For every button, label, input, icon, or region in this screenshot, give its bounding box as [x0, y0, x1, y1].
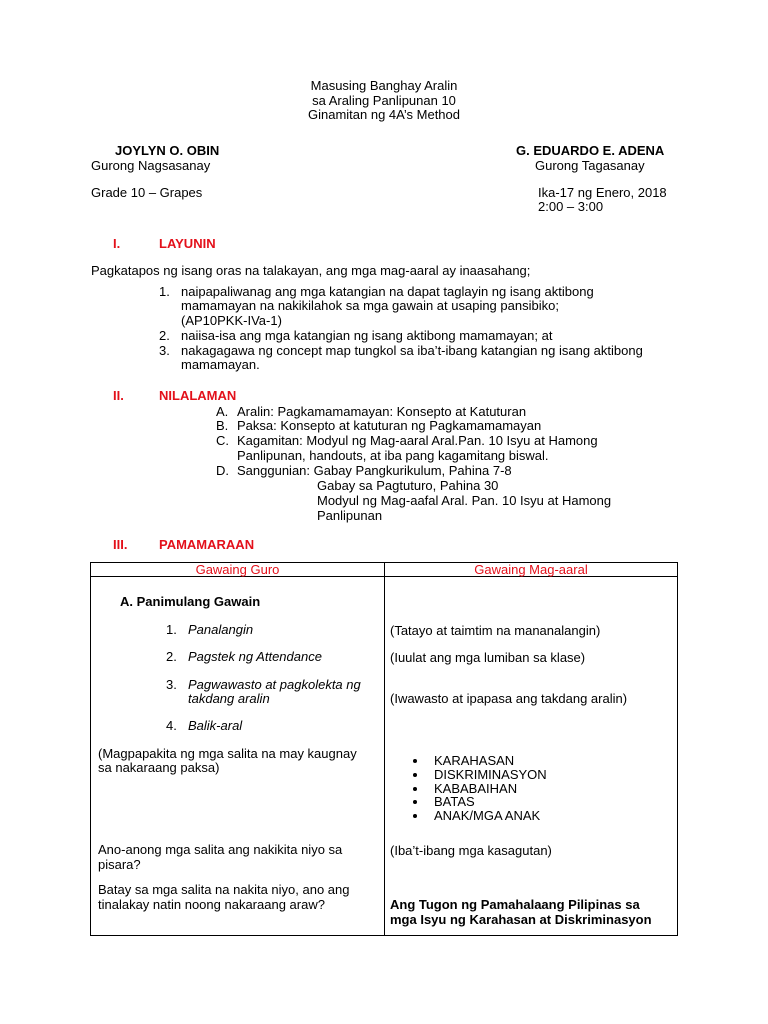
student-response: (Tatayo at taimtim na mananalangin) [390, 623, 601, 638]
teacher-activities-cell [91, 577, 385, 936]
step-label: takdang aralin [188, 691, 270, 706]
objective-line: naiisa-isa ang mga katangian ng isang aktibong mamamayan; at [181, 328, 553, 343]
observer-name: G. EDUARDO E. ADENA [516, 143, 665, 158]
bullet-icon [413, 814, 417, 818]
objective-line: naipapaliwanag ang mga katangian na dapat taglayin ng isang aktibong [181, 284, 594, 299]
step-number: 1. [166, 622, 177, 637]
lesson-time: 2:00 – 3:00 [538, 199, 604, 214]
section-3-title: PAMAMARAAN [159, 537, 255, 552]
student-answer: Ang Tugon ng Pamahalaang Pilipinas sa [390, 897, 640, 912]
content-line: Gabay sa Pagtuturo, Pahina 30 [317, 478, 499, 493]
teacher-note: (Magpapakita ng mga salita na may kaugnay [98, 746, 357, 761]
teacher-note: sa nakaraang paksa) [98, 760, 220, 775]
procedure-table [90, 562, 678, 936]
content-letter: A. [216, 404, 229, 419]
step-number: 4. [166, 718, 177, 733]
bullet-icon [413, 773, 417, 777]
objective-number: 3. [159, 343, 170, 358]
activity-heading: A. Panimulang Gawain [120, 594, 261, 609]
doc-title-line-2: sa Araling Panlipunan 10 [312, 93, 456, 108]
objective-line: nakagagawa ng concept map tungkol sa iba’t-ibang katangian ng isang aktibong [181, 343, 643, 358]
grade-section: Grade 10 – Grapes [91, 185, 203, 200]
bullet-icon [413, 800, 417, 804]
step-label: Pagstek ng Attendance [188, 649, 322, 664]
content-letter: D. [216, 463, 229, 478]
doc-title-line-1: Masusing Banghay Aralin [310, 78, 458, 93]
step-number: 3. [166, 677, 177, 692]
student-response: (Iuulat ang mga lumiban sa klase) [390, 650, 586, 665]
doc-title-line-3: Ginamitan ng 4A’s Method [308, 107, 460, 122]
objective-line: mamamayan na nakikilahok sa mga gawain at usaping pansibiko; [181, 298, 559, 313]
student-response: (Iwawasto at ipapasa ang takdang aralin) [390, 691, 628, 706]
step-label: Panalangin [188, 622, 254, 637]
section-2-title: NILALAMAN [159, 388, 237, 403]
teacher-role: Gurong Nagsasanay [91, 158, 211, 173]
student-activities-cell [385, 577, 678, 936]
objective-number: 2. [159, 328, 170, 343]
word-item: KABABAIHAN [434, 781, 518, 796]
content-letter: C. [216, 433, 229, 448]
bullet-icon [413, 759, 417, 763]
content-line: Modyul ng Mag-aafal Aral. Pan. 10 Isyu at Hamong [317, 493, 612, 508]
content-line: Sanggunian: Gabay Pangkurikulum, Pahina 7-8 [237, 463, 512, 478]
teacher-question: Batay sa mga salita na nakita niyo, ano ang [98, 882, 350, 897]
student-answer: mga Isyu ng Karahasan at Diskriminasyon [390, 912, 652, 927]
col-header-teacher: Gawaing Guro [91, 563, 385, 577]
col-header-student: Gawaing Mag-aaral [385, 563, 678, 577]
section-3-number: III. [113, 537, 128, 552]
content-line: Paksa: Konsepto at katuturan ng Pagkamamamayan [237, 418, 542, 433]
lesson-date: Ika-17 ng Enero, 2018 [538, 185, 667, 200]
section-1-title: LAYUNIN [159, 236, 216, 251]
content-line: Aralin: Pagkamamamayan: Konsepto at Katuturan [237, 404, 527, 419]
section-1-number: I. [113, 236, 121, 251]
step-label: Balik-aral [188, 718, 243, 733]
word-item: ANAK/MGA ANAK [434, 808, 541, 823]
bullet-icon [413, 787, 417, 791]
student-response: (Iba’t-ibang mga kasagutan) [390, 843, 552, 858]
teacher-question: pisara? [98, 857, 141, 872]
step-label: Pagwawasto at pagkolekta ng [188, 677, 361, 692]
content-line: Panlipunan, handouts, at iba pang kagamitang biswal. [237, 448, 549, 463]
word-item: DISKRIMINASYON [434, 767, 547, 782]
content-line: Panlipunan [317, 508, 383, 523]
section-2-number: II. [113, 388, 124, 403]
objective-line: (AP10PKK-IVa-1) [181, 313, 282, 328]
step-number: 2. [166, 649, 177, 664]
teacher-name: JOYLYN O. OBIN [115, 143, 220, 158]
objective-number: 1. [159, 284, 170, 299]
objectives-intro: Pagkatapos ng isang oras na talakayan, ang mga mag-aaral ay inaasahang; [91, 263, 531, 278]
objective-line: mamamayan. [181, 357, 260, 372]
teacher-question: tinalakay natin noong nakaraang araw? [98, 897, 325, 912]
teacher-question: Ano-anong mga salita ang nakikita niyo sa [98, 842, 343, 857]
content-letter: B. [216, 418, 229, 433]
word-item: BATAS [434, 794, 475, 809]
word-item: KARAHASAN [434, 753, 515, 768]
content-line: Kagamitan: Modyul ng Mag-aaral Aral.Pan. 10 Isyu at Hamong [237, 433, 598, 448]
observer-role: Gurong Tagasanay [535, 158, 645, 173]
